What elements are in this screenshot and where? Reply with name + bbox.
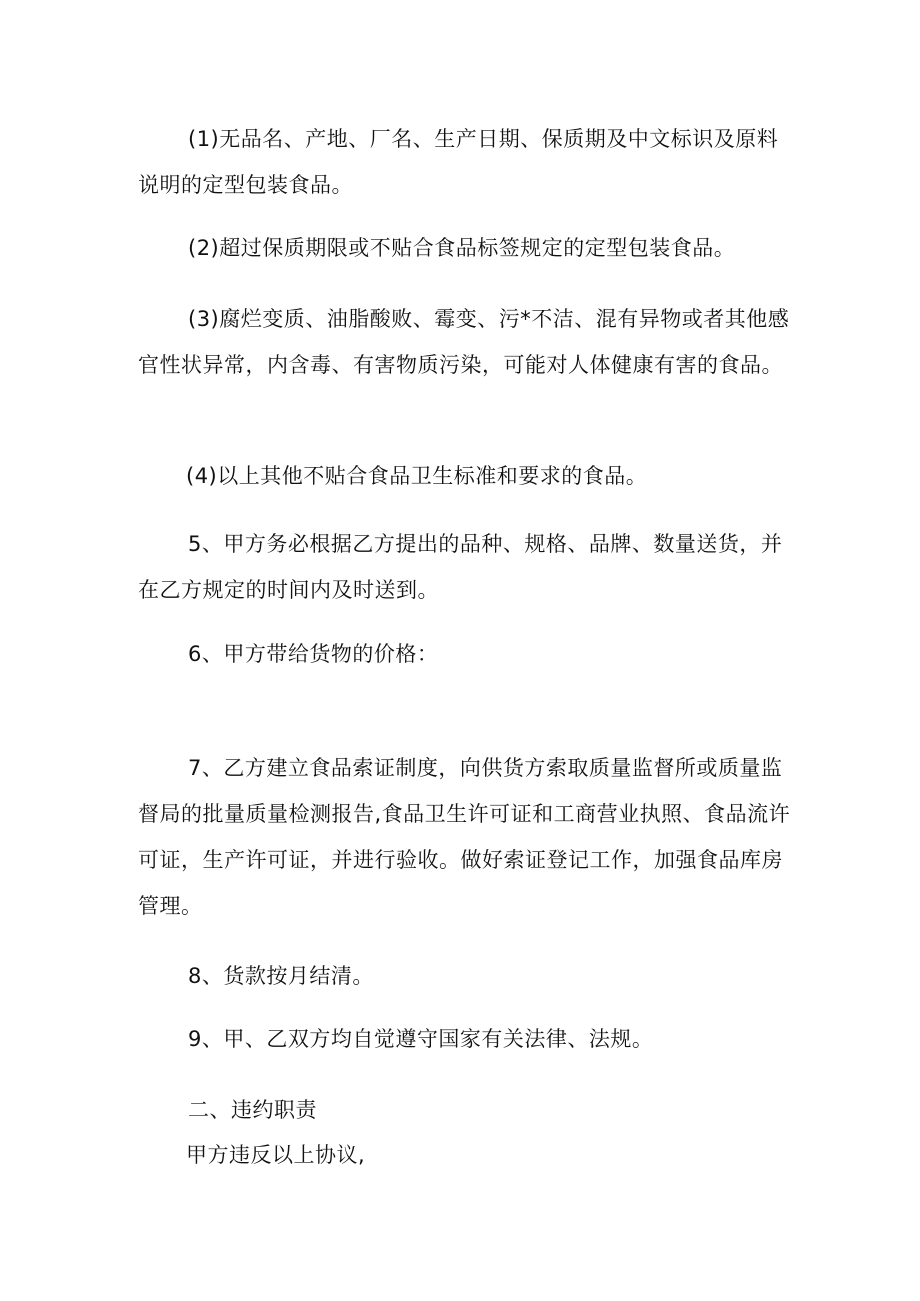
- clause-item-3: (3)腐烂变质、油脂酸败、霉变、污*不洁、混有异物或者其他感官性状异常，内含毒、有害物质污染，可能对人体健康有害的食品。: [138, 307, 790, 377]
- clause-item-2: (2)超过保质期限或不贴合食品标签规定的定型包装食品。: [188, 236, 736, 260]
- clause-item-1: (1)无品名、产地、厂名、生产日期、保质期及中文标识及原料说明的定型包装食品。: [138, 127, 779, 197]
- clause-breach-text: 甲方违反以上协议,: [186, 1143, 366, 1167]
- clause-item-5: 5、甲方务必根据乙方提出的品种、规格、品牌、数量送货，并在乙方规定的时间内及时送到。: [138, 532, 783, 602]
- clause-item-7: 7、乙方建立食品索证制度，向供货方索取质量监督所或质量监督局的批量质量检测报告,食品卫生许可证和工商营业执照、食品流许可证，生产许可证，并进行验收。做好索证登记工作，加强食品库房管理。: [138, 756, 791, 918]
- clause-item-8: 8、货款按月结清。: [188, 964, 374, 988]
- section-heading-breach: 二、违约职责: [188, 1098, 317, 1122]
- clause-item-9: 9、甲、乙双方均自觉遵守国家有关法律、法规。: [188, 1027, 654, 1051]
- clause-item-6: 6、甲方带给货物的价格：: [188, 642, 439, 666]
- clause-item-4: (4)以上其他不贴合食品卫生标准和要求的食品。: [186, 464, 648, 488]
